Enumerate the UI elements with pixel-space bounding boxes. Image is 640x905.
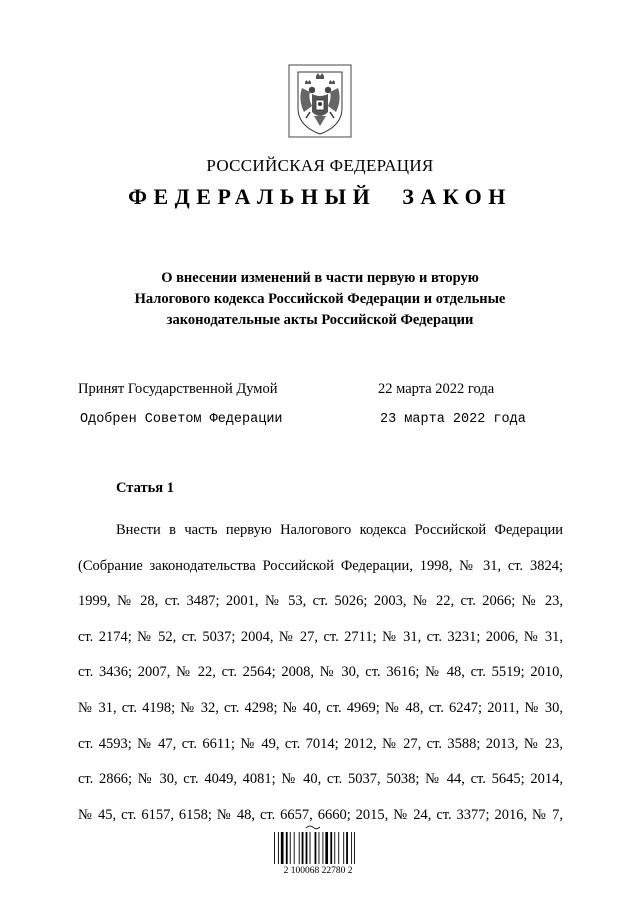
barcode-bar [315, 832, 317, 864]
duma-adoption-label: Принят Государственной Думой [78, 381, 278, 397]
law-title [0, 268, 640, 331]
barcode-bar [286, 832, 288, 864]
coat-of-arms-emblem [288, 64, 352, 138]
body-line: ст. 2174; № 52, ст. 5037; 2004, № 27, ст. 2711; № 31, ст. 3231; 2006, № 31, [78, 628, 563, 645]
body-line: (Собрание законодательства Российской Федерации, 1998, № 31, ст. 3824; [78, 557, 563, 574]
law-title-line: Налогового кодекса Российской Федерации и отдельные [134, 291, 506, 307]
barcode-bar [274, 832, 275, 864]
article-heading: Статья 1 [116, 480, 174, 496]
council-approval-label: Одобрен Советом Федерации [80, 412, 283, 427]
barcode-bar [334, 832, 335, 864]
body-line: ст. 4593; № 47, ст. 6611; № 49, ст. 7014; 2012, № 27, ст. 3588; 2013, № 23, [78, 735, 563, 752]
duma-adoption-date: 22 марта 2022 года [378, 381, 495, 397]
barcode-bar [281, 832, 284, 864]
barcode-bar [325, 832, 328, 864]
barcode-bar [343, 832, 344, 864]
country-heading: РОССИЙСКАЯ ФЕДЕРАЦИЯ [206, 156, 434, 175]
body-line: ст. 3436; 2007, № 22, ст. 2564; 2008, № 30, ст. 3616; № 48, ст. 5519; 2010, [78, 664, 563, 681]
body-line: Внести в часть первую Налогового кодекса Российской Федерации [116, 522, 563, 538]
barcode-bar [278, 832, 279, 864]
barcode-bar [294, 832, 295, 864]
barcode-bar [290, 832, 291, 864]
body-line: ст. 2866; № 30, ст. 4049, 4081; № 40, ст. 5037, 5038; № 44, ст. 5645; 2014, [78, 771, 563, 788]
barcode-bar [322, 832, 323, 864]
barcode-bar [306, 832, 308, 864]
barcode-bar [330, 832, 332, 864]
barcode-number: 2 100068 22780 2 [283, 866, 353, 876]
law-type-heading: ФЕДЕРАЛЬНЫЙ ЗАКОН [128, 184, 512, 209]
barcode-bar [354, 832, 355, 864]
body-line: № 45, ст. 6157, 6158; № 48, ст. 6657, 6660; 2015, № 24, ст. 3377; 2016, № 7, [78, 806, 563, 823]
barcode-bar [346, 832, 348, 864]
article-body [78, 513, 563, 833]
law-title-line: законодательные акты Российской Федерации [166, 312, 474, 328]
barcode-bar [299, 832, 300, 864]
barcode-bar [310, 832, 311, 864]
council-approval-date: 23 марта 2022 года [380, 412, 526, 427]
barcode-bar [338, 832, 339, 864]
body-line: 1999, № 28, ст. 3487; 2001, № 53, ст. 5026; 2003, № 22, ст. 2066; № 23, [78, 593, 563, 610]
barcode-bar [302, 832, 304, 864]
body-line: № 31, ст. 4198; № 32, ст. 4298; № 40, ст. 4969; № 48, ст. 6247; 2011, № 30, [78, 699, 563, 716]
barcode-bar [351, 832, 352, 864]
law-title-line: О внесении изменений в части первую и вторую [161, 270, 479, 286]
barcode-bar [319, 832, 320, 864]
